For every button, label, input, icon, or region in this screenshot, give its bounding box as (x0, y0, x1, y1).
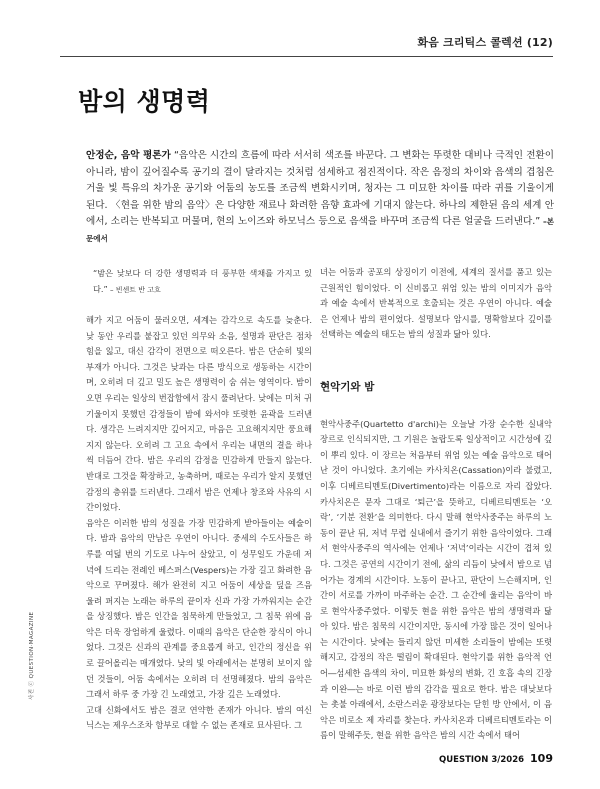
lead-author: 안정순, 음악 평론가 (86, 150, 171, 161)
body-column-left (86, 265, 312, 734)
quote-attribution: – 빈센트 반 고흐 (107, 286, 161, 294)
header-divider (60, 56, 553, 57)
body-paragraph: 음악은 이러한 밤의 성질을 가장 민감하게 받아들이는 예술이다. 밤과 음악의 만남은 우연이 아니다. 중세의 수도사들은 하루를 여덟 번의 기도로 나누어 살았고, 이 성무일도 가운데 저녁에 드리는 전례인 베스퍼스(Vespers)는 가장 길고 화려한 음악으로 꾸며졌다. 해가 완전히 지고 어둠이 세상을 덮을 즈음 울려 퍼지는 노래는 하루의 끝이자 신과 가장 가까워지는 순간을 상징했다. 밤은 인간을 침묵하게 만들었고, 그 침묵 위에 음악은 더욱 장엄하게 울렸다. 이때의 음악은 단순한 장식이 아니었다. 그것은 신과의 관계를 중요롭게 하고, 인간의 정신을 위로 끌어올리는 매개였다. 낮의 빛 아래에서는 분명히 보이지 않던 것들이, 어둠 속에서는 오히려 더 선명해졌다. 밤의 음악은 그래서 하루 중 가장 긴 노래였고, 가장 깊은 노래였다. (86, 517, 312, 700)
lead-paragraph (86, 148, 554, 248)
article-title: 밤의 생명력 (78, 87, 211, 116)
section-heading: 현악기와 밤 (320, 380, 375, 393)
series-header: 화음 크리틱스 콜렉션 (12) (417, 36, 553, 49)
epigraph-quote (86, 265, 312, 298)
body-column-right (320, 265, 552, 744)
page-footer (439, 752, 553, 765)
lead-source: –본문에서 (86, 217, 554, 243)
body-paragraph: 고대 신화에서도 밤은 결코 연약한 존재가 아니다. 밤의 여신 닉스는 제우스조차 함부로 대할 수 없는 존재로 묘사된다. 그 (86, 704, 312, 731)
lead-text: “음악은 시간의 흐름에 따라 서서히 색조를 바꾼다. 그 변화는 뚜렷한 대비나 극적인 전환이 아니라, 밤이 깊어질수록 공기의 결이 달라지는 것처럼 섬세하고 점진적이다. 작은 음정의 차이와 음색의 겹침은 거울 빛 특유의 차가운 공기와 어둠의 농도를 조금씩 변화시키며, 청자는 그 미묘한 차이를 따라 귀를 기울이게 된다. 〈현을 위한 밤의 음악〉은 다양한 재료나 화려한 음향 효과에 기대지 않는다. 하나의 제한된 음의 세계 안에서, 소리는 반복되고 머물며, 현의 노이즈와 하모닉스 등으로 음색을 바꾸며 조금씩 다른 얼굴을 드러낸다.” (86, 150, 554, 228)
body-paragraph: 해가 지고 어둠이 물러오면, 세계는 감각으로 속도를 늦춘다. 낮 동안 우리를 붙잡고 있던 의무와 소음, 설명과 판단은 점차 힘을 잃고, 대신 감각이 전면으로 떠오른다. 밤은 단순히 빛의 부재가 아니다. 그것은 낮과는 다른 방식으로 생동하는 시간이며, 오히려 더 깊고 밀도 높은 생명력이 숨 쉬는 영역이다. 밤이 오면 우리는 일상의 번잡함에서 잠시 풀려난다. 낮에는 미처 귀 기울이지 못했던 감정들이 밤에 와서야 또렷한 윤곽을 드러낸다. 생각은 느려지지만 깊어지고, 마음은 고요해지지만 풍요해지지 않는다. 오히려 그 고요 속에서 우리는 내면의 결을 하나씩 더듬어 간다. 밤은 우리의 감정을 민감하게 만들지 않는다. 반대로 그것을 확장하고, 농축하며, 때로는 우리가 알지 못했던 감정의 층위를 드러낸다. 그래서 밤은 언제나 창조와 사유의 시간이었다. (86, 315, 312, 513)
photo-credit: 사진 ⓒ QUESTION·MAGAZINE (29, 611, 35, 700)
page-number: 109 (530, 752, 553, 765)
magazine-issue: QUESTION 3/2026 (439, 755, 525, 765)
body-paragraph: 현악사중주(Quartetto d'archi)는 오늘날 가장 순수한 실내악 장르로 인식되지만, 그 기원은 놀랍도록 일상적이고 시간성에 깊이 뿌리 있다. 이 장르는 처음부터 위엄 있는 예술 음악으로 태어난 것이 아니었다. 초기에는 카사치온(Cassation)이라 불렸고, 이후 디베르티멘토(Divertimento)라는 이름으로 자리 잡았다. 카사치온은 문자 그대로 ‘퇴근’을 뜻하고, 디베르티멘토는 ‘오락’, ‘기분 전환’을 의미한다. 다시 말해 현악사중주는 하루의 노동이 끝난 뒤, 저녁 무렵 실내에서 즐기기 위한 음악이었다. 그래서 현악사중주의 역사에는 언제나 ‘저녁’이라는 시간이 겹쳐 있다. 그것은 공연의 시간이기 전에, 삶의 리듬이 낮에서 밤으로 넘어가는 경계의 시간이다. 노동이 끝나고, 판단이 느슨해지며, 인간이 서로를 가까이 마주하는 순간. 그 순간에 울리는 음악이 바로 현악사중주였다. 이렇듯 현을 위한 음악은 밤의 생명력과 닮아 있다. 밤은 침묵의 시간이지만, 동시에 가장 많은 것이 일어나는 시간이다. 낮에는 들리지 않던 미세한 소리들이 밤에는 또렷해지고, 감정의 작은 떨림이 확대된다. 현악기를 위한 음악적 언어―섬세한 음색의 차이, 미묘한 화성의 변화, 긴 호흡 속의 긴장과 이완―는 바로 이런 밤의 감각을 필요로 한다. 밤은 대낮보다는 촛불 아래에서, 소란스러운 광장보다는 닫힌 방 안에서, 이 음악은 비로소 제 자리를 찾는다. 카사치온과 디베르티멘토라는 이름이 말해주듯, 현을 위한 음악은 밤의 시간 속에서 태어 (320, 418, 552, 741)
body-paragraph: 녀는 어둠과 공포의 상징이기 이전에, 세계의 질서를 품고 있는 근원적인 힘이었다. 이 신비롭고 위엄 있는 밤의 이미지가 음악과 예술 속에서 반복적으로 호출되는 것은 우연이 아니다. 예술은 언제나 밤의 편이었다. 설명보다 암시를, 명확함보다 깊이를 선택하는 예술의 태도는 밤의 성질과 닮아 있다. (320, 267, 552, 340)
quote-text: “밤은 낮보다 더 강한 생명력과 더 풍부한 색채를 가지고 있다.” (93, 268, 312, 294)
